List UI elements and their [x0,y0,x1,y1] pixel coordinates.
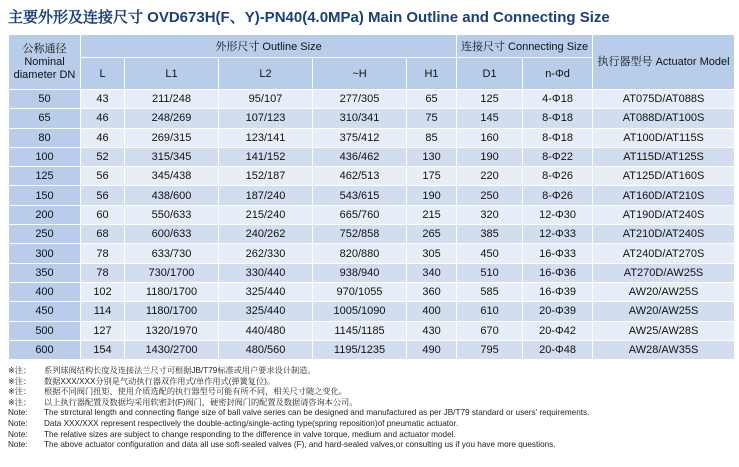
cell-dn: 150 [9,186,81,205]
table-row [9,186,735,205]
spec-table [8,34,735,360]
notes [8,366,734,451]
cell-nd: 8-Φ26 [523,186,593,205]
cell-l2: 262/330 [219,244,313,263]
note-prefix: ※注： [8,376,32,386]
cell-l1: 633/730 [125,244,219,263]
note-prefix: Note: [8,440,28,450]
cell-l1: 269/315 [125,128,219,147]
cell-l: 127 [81,321,125,340]
cell-h: 277/305 [313,90,407,109]
note-text: The relative sizes are subject to change responding to the difference in valve torque, medium and actuator model. [44,429,456,439]
cell-h1: 215 [407,205,457,224]
cell-l1: 550/633 [125,205,219,224]
cell-h1: 190 [407,186,457,205]
cell-l2: 152/187 [219,167,313,186]
col-d1-header: D1 [457,58,523,90]
note-line [8,419,734,430]
cell-l1: 1320/1970 [125,321,219,340]
cell-l: 46 [81,128,125,147]
cell-nd: 20-Φ42 [523,321,593,340]
cell-nd: 8-Φ26 [523,167,593,186]
cell-actuator: AW20/AW25S [593,282,735,301]
cell-d1: 610 [457,302,523,321]
cell-dn: 400 [9,282,81,301]
note-line [8,408,734,419]
cell-d1: 320 [457,205,523,224]
cell-l2: 187/240 [219,186,313,205]
cell-h1: 130 [407,147,457,166]
cell-nd: 12-Φ33 [523,225,593,244]
cell-l1: 315/345 [125,147,219,166]
cell-nd: 4-Φ18 [523,90,593,109]
cell-h: 1005/1090 [313,302,407,321]
cell-l: 56 [81,186,125,205]
note-text: 数据XXX/XXX分别是气动执行器双作用式/单作用式(弹簧复位)。 [44,376,276,386]
cell-h: 436/462 [313,147,407,166]
cell-l1: 730/1700 [125,263,219,282]
note-text: Data XXX/XXX represent respectively the double-acting/single-acting type(spring reposition)of pneumatic actuator. [44,418,459,428]
cell-nd: 16-Φ33 [523,244,593,263]
cell-l2: 107/123 [219,109,313,128]
note-line [8,366,734,377]
note-text: 系列球阀结构长度及连接法兰尺寸可根据JB/T79标准或用户要求设计制造。 [44,366,316,375]
col-h1-header: H1 [407,58,457,90]
cell-h1: 75 [407,109,457,128]
cell-dn: 65 [9,109,81,128]
cell-actuator: AW20/AW25S [593,302,735,321]
cell-h: 970/1055 [313,282,407,301]
cell-l1: 248/269 [125,109,219,128]
cell-d1: 670 [457,321,523,340]
cell-nd: 8-Φ18 [523,109,593,128]
table-row [9,109,735,128]
cell-h1: 360 [407,282,457,301]
cell-d1: 450 [457,244,523,263]
cell-nd: 12-Φ30 [523,205,593,224]
cell-dn: 450 [9,302,81,321]
cell-h1: 265 [407,225,457,244]
note-prefix: ※注： [8,397,32,407]
cell-l: 102 [81,282,125,301]
table-row [9,282,735,301]
cell-l: 46 [81,109,125,128]
cell-d1: 125 [457,90,523,109]
cell-d1: 385 [457,225,523,244]
cell-h1: 175 [407,167,457,186]
note-prefix: Note: [8,418,28,428]
cell-actuator: AT115D/AT125S [593,147,735,166]
table-row [9,167,735,186]
cell-l: 154 [81,340,125,359]
cell-l1: 211/248 [125,90,219,109]
cell-l: 56 [81,167,125,186]
cell-h1: 400 [407,302,457,321]
cell-d1: 250 [457,186,523,205]
cell-h1: 340 [407,263,457,282]
cell-l1: 600/633 [125,225,219,244]
table-row [9,205,735,224]
cell-nd: 8-Φ18 [523,128,593,147]
cell-actuator: AT210D/AT240S [593,225,735,244]
cell-d1: 160 [457,128,523,147]
note-line [8,430,734,441]
cell-d1: 220 [457,167,523,186]
cell-h1: 65 [407,90,457,109]
table-row [9,263,735,282]
cell-dn: 600 [9,340,81,359]
cell-l1: 345/438 [125,167,219,186]
cell-d1: 190 [457,147,523,166]
cell-d1: 585 [457,282,523,301]
cell-l2: 480/560 [219,340,313,359]
note-line [8,440,734,451]
cell-h: 820/880 [313,244,407,263]
note-prefix: ※注： [8,387,32,397]
cell-h: 1145/1185 [313,321,407,340]
col-h-header: ~H [313,58,407,90]
cell-h: 938/940 [313,263,407,282]
cell-h1: 490 [407,340,457,359]
cell-actuator: AT270D/AW25S [593,263,735,282]
cell-l1: 1430/2700 [125,340,219,359]
cell-actuator: AT075D/AT088S [593,90,735,109]
table-row [9,147,735,166]
cell-h1: 305 [407,244,457,263]
cell-l1: 438/600 [125,186,219,205]
note-text: 以上执行器配置及数据均采用软密封(F)阀门，硬密封阀门的配置及数据请咨询本公司。 [44,397,358,407]
cell-nd: 16-Φ39 [523,282,593,301]
dn-header: 公称通径 Nominal diameter DN [9,35,81,90]
cell-l1: 1180/1700 [125,302,219,321]
cell-h1: 430 [407,321,457,340]
cell-l: 60 [81,205,125,224]
note-line [8,387,734,398]
note-prefix: Note: [8,408,28,418]
note-line [8,377,734,388]
cell-dn: 500 [9,321,81,340]
cell-actuator: AW25/AW28S [593,321,735,340]
cell-dn: 350 [9,263,81,282]
cell-actuator: AT100D/AT115S [593,128,735,147]
cell-l2: 95/107 [219,90,313,109]
table-row [9,244,735,263]
cell-l: 43 [81,90,125,109]
cell-l: 78 [81,263,125,282]
note-text: The above actuator configuration and data all use soft-sealed valves (F), and hard-sealed valves,or consulting us if you have more questions. [44,440,556,450]
table-row [9,340,735,359]
cell-l2: 440/480 [219,321,313,340]
cell-d1: 510 [457,263,523,282]
col-l1-header: L1 [125,58,219,90]
cell-l: 114 [81,302,125,321]
cell-actuator: AT240D/AT270S [593,244,735,263]
note-text: 根据不同阀门扭矩、使用介质选配的执行器型号可能有所不同，相关尺寸随之变化。 [44,387,347,397]
cell-d1: 145 [457,109,523,128]
col-l-header: L [81,58,125,90]
cell-l2: 325/440 [219,282,313,301]
note-prefix: ※注： [8,366,32,375]
col-nd-header: n-Φd [523,58,593,90]
cell-h: 665/760 [313,205,407,224]
col-l2-header: L2 [219,58,313,90]
cell-actuator: AT160D/AT210S [593,186,735,205]
table-row [9,90,735,109]
note-line [8,398,734,409]
cell-dn: 300 [9,244,81,263]
cell-h: 1195/1235 [313,340,407,359]
note-prefix: Note: [8,429,28,439]
cell-h: 310/341 [313,109,407,128]
outline-size-header: 外形尺寸 Outline Size [81,35,457,58]
table-row [9,225,735,244]
cell-l2: 141/152 [219,147,313,166]
table-row [9,302,735,321]
cell-l2: 123/141 [219,128,313,147]
cell-h: 543/615 [313,186,407,205]
cell-nd: 20-Φ48 [523,340,593,359]
cell-dn: 250 [9,225,81,244]
table-row [9,128,735,147]
cell-dn: 200 [9,205,81,224]
cell-l2: 330/440 [219,263,313,282]
cell-l: 78 [81,244,125,263]
cell-h1: 85 [407,128,457,147]
cell-l2: 240/262 [219,225,313,244]
cell-actuator: AW28/AW35S [593,340,735,359]
cell-l2: 215/240 [219,205,313,224]
cell-nd: 16-Φ36 [523,263,593,282]
cell-h: 462/513 [313,167,407,186]
cell-l1: 1180/1700 [125,282,219,301]
cell-dn: 125 [9,167,81,186]
cell-dn: 80 [9,128,81,147]
cell-actuator: AT190D/AT240S [593,205,735,224]
actuator-model-header: 执行器型号 Actuator Model [593,35,735,90]
cell-dn: 100 [9,147,81,166]
cell-actuator: AT125D/AT160S [593,167,735,186]
connecting-size-header: 连接尺寸 Connecting Size [457,35,593,58]
cell-actuator: AT088D/AT100S [593,109,735,128]
cell-dn: 50 [9,90,81,109]
cell-h: 375/412 [313,128,407,147]
cell-l: 52 [81,147,125,166]
cell-d1: 795 [457,340,523,359]
cell-l2: 325/440 [219,302,313,321]
cell-nd: 20-Φ39 [523,302,593,321]
page-title: 主要外形及连接尺寸 OVD673H(F、Y)-PN40(4.0MPa) Main Outline and Connecting Size [8,9,610,26]
cell-l: 68 [81,225,125,244]
table-row [9,321,735,340]
cell-h: 752/858 [313,225,407,244]
note-text: The strrctural length and connecting flange size of ball valve series can be designed and manufactured as per JB/T79 standard or users' requirements. [44,408,590,418]
cell-nd: 8-Φ22 [523,147,593,166]
